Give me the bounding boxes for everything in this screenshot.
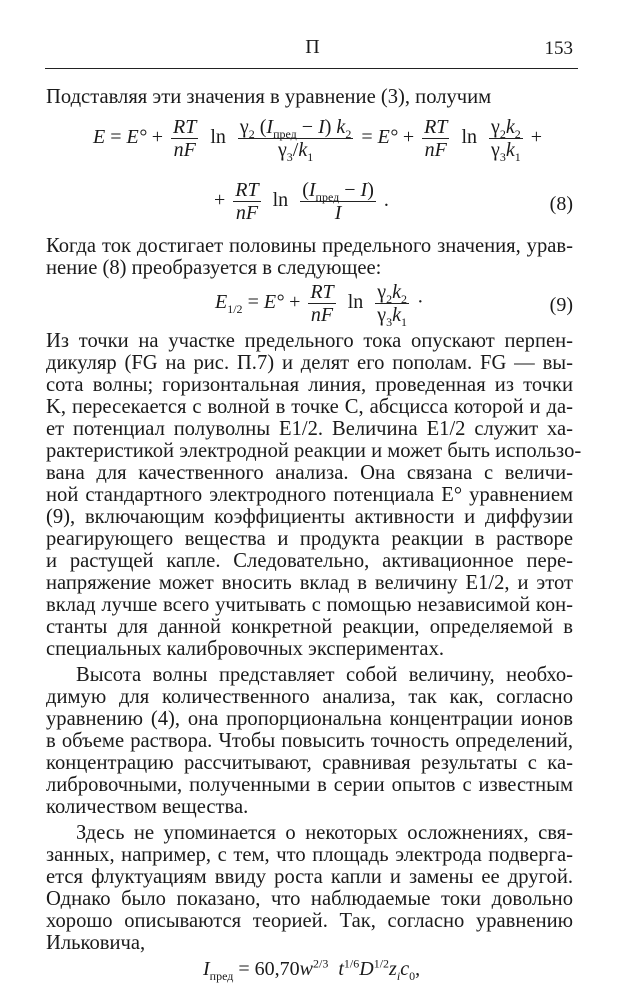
text-line: Однако было показано, что наблюдаемые токи довольно bbox=[46, 888, 573, 910]
text-line: Здесь не упоминается о некоторых осложнениях, свя- bbox=[76, 822, 573, 844]
intro-line: Подставляя эти значения в уравнение (3), получим bbox=[46, 86, 492, 108]
text-line: ной стандартного электродного потенциала E° уравнением bbox=[46, 484, 573, 506]
ilkovic-equation: $I_{пред} = 60,70w^{2/3}$ $t^{1/6}D^{1/2}z_ic_0$, bbox=[203, 956, 421, 983]
text-line: вклад лучше всего учитывать с помощью независимой кон- bbox=[46, 594, 573, 616]
text-line: ет потенциал полуволны E1/2. Величина E1/2 служит ха- bbox=[46, 418, 573, 440]
text-line: сота волны; горизонтальная линия, проведенная из точки bbox=[46, 374, 573, 396]
header-rule bbox=[45, 68, 578, 69]
text-line: вана для качественного анализа. Она связана с величи- bbox=[46, 462, 573, 484]
equation-9: $E_{1/2} = E^\circ$ + $\frac{RT}{nF}$ ln $\frac{\gamma_2k_2}{\gamma_3k_1}$ · bbox=[215, 281, 424, 329]
text-line: нение (8) преобразуется в следующее: bbox=[46, 257, 382, 279]
text-line: реагирующего вещества и продукта реакции в растворе bbox=[46, 528, 573, 550]
text-line: рактеристикой электродной реакции и может быть использо- bbox=[46, 440, 582, 462]
text-line: ется флуктуациям ввиду роста капли и замены ее другой. bbox=[46, 866, 573, 888]
text-line: Из точки на участке предельного тока опускают перпен- bbox=[46, 330, 573, 352]
text-line: либровочными, полученными в серии опытов с известным bbox=[46, 774, 573, 796]
text-line: и растущей капле. Следовательно, активационное пере- bbox=[46, 550, 573, 572]
text-line: Ильковича, bbox=[46, 932, 146, 954]
text-line: напряжение может вносить вклад в величину E1/2, и этот bbox=[46, 572, 573, 594]
page-number: 153 bbox=[544, 38, 573, 59]
text-line: K, пересекается с волной в точке C, абсцисса которой и да- bbox=[46, 396, 573, 418]
text-line: концентрацию рассчитывают, сравнивая результаты с ка- bbox=[46, 752, 573, 774]
text-line: в объеме раствора. Чтобы повысить точность определений, bbox=[46, 730, 573, 752]
equation-8-line-1: E = E° + $\frac{RT}{nF}$ ln $\frac{\gamma_2 (I_{пред} - I) k_2}{\gamma_3/k_1}$ = E° + $\frac{RT}{nF}$ ln $\frac{\gamma_2k_2}{\gamma_3k_1}$ + bbox=[93, 116, 543, 164]
running-head-letter: П bbox=[305, 36, 320, 58]
text-line: дикуляр (FG на рис. П.7) и делят его пополам. FG — вы- bbox=[46, 352, 573, 374]
equation-8-line-2: + $\frac{RT}{nF}$ ln $\frac{(I_{пред} - I)}{I}$ . bbox=[214, 179, 389, 224]
text-line: станты для данной конкретной реакции, определяемой в bbox=[46, 616, 573, 638]
equation-9-number: (9) bbox=[549, 294, 573, 316]
text-line: уравнению (4), она пропорциональна концентрации ионов bbox=[46, 708, 573, 730]
text-line: (9), включающим коэффициенты активности и диффузии bbox=[46, 506, 573, 528]
text-line: димую для количественного анализа, так как, согласно bbox=[46, 686, 573, 708]
equation-8-number: (8) bbox=[549, 193, 573, 215]
text-line: занных, например, с тем, что площадь электрода подверга- bbox=[46, 844, 573, 866]
text-line: Высота волны представляет собой величину, необхо- bbox=[76, 664, 573, 686]
text-line: количеством вещества. bbox=[46, 796, 249, 818]
text-line: специальных калибровочных экспериментах. bbox=[46, 638, 445, 660]
text-line: Когда ток достигает половины предельного значения, урав- bbox=[46, 235, 573, 257]
text-line: хорошо описываются теорией. Так, согласно уравнению bbox=[46, 910, 573, 932]
